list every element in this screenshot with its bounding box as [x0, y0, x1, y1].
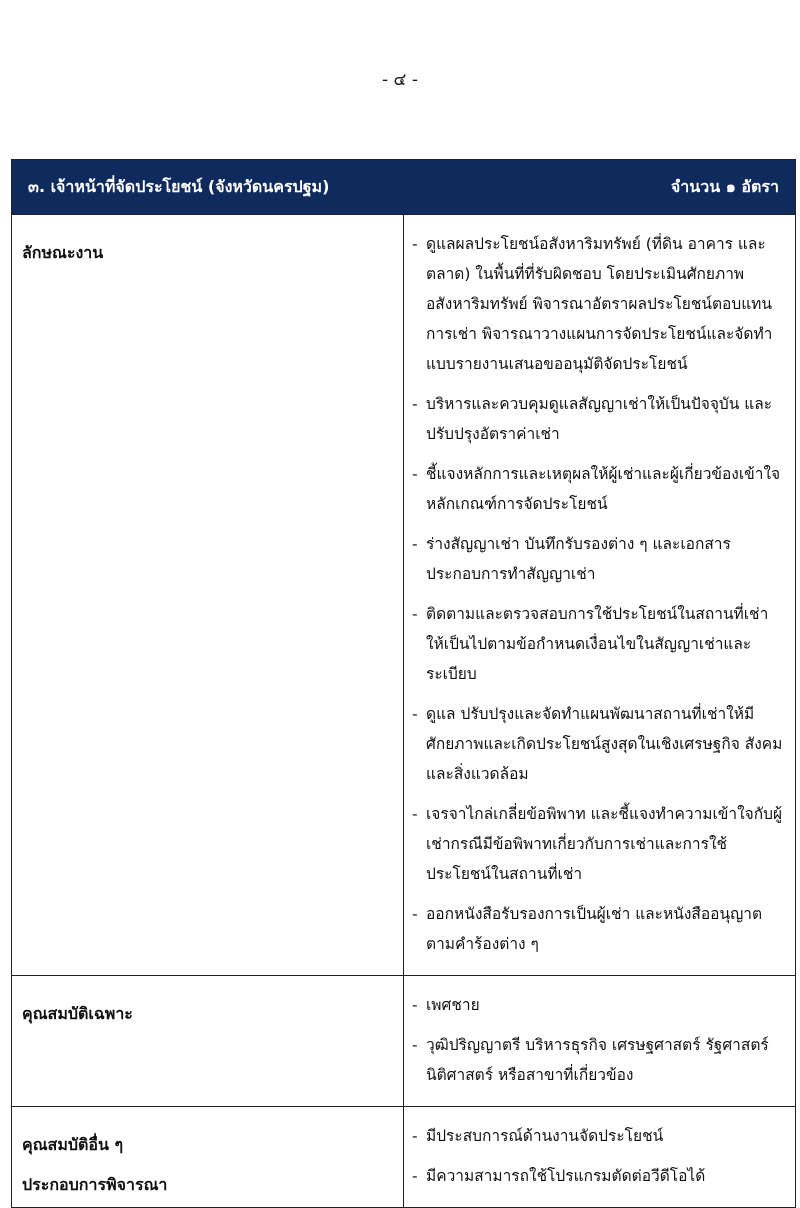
page-number: - ๔ - [382, 70, 418, 90]
list-item: - มีความสามารถใช้โปรแกรมตัดต่อวีดีโอได้ [412, 1167, 706, 1185]
list-item: - ดูแลผลประโยชน์อสังหาริมทรัพย์ (ที่ดิน อาคาร และตลาด) ในพื้นที่ที่รับผิดชอบ โดยประเมินศักยภาพอสังหาริมทรัพย์ พิจารณาอัตราผลประโยชน์ตอบแทนการเช่า พิจารณาวางแผนการจัดประโยชน์และจัดทำแบบรายงานเสนอขออนุมัติจัดประโยชน์ [412, 235, 773, 373]
list-item: - บริหารและควบคุมดูแลสัญญาเช่าให้เป็นปัจจุบัน และปรับปรุงอัตราค่าเช่า [412, 395, 773, 443]
duties-row [12, 215, 796, 976]
specific-qualifications-label [12, 976, 404, 1107]
other-qualifications-label-line1: คุณสมบัติอื่น ๆ [22, 1135, 124, 1154]
job-description-table [11, 159, 796, 1208]
duties-label [12, 215, 404, 976]
list-item: - ร่างสัญญาเช่า บันทึกรับรองต่าง ๆ และเอกสารประกอบการทำสัญญาเช่า [412, 535, 731, 583]
list-item: - ออกหนังสือรับรองการเป็นผู้เช่า และหนังสืออนุญาตตามคำร้องต่าง ๆ [412, 905, 763, 953]
other-qualifications-content [404, 1107, 796, 1208]
position-title: ๓. เจ้าหน้าที่จัดประโยชน์ (จังหวัดนครปฐม) [28, 176, 330, 196]
list-item: - ชี้แจงหลักการและเหตุผลให้ผู้เช่าและผู้เกี่ยวข้องเข้าใจหลักเกณฑ์การจัดประโยชน์ [412, 465, 781, 513]
list-item: - มีประสบการณ์ด้านงานจัดประโยชน์ [412, 1127, 664, 1145]
list-item: - เพศชาย [412, 996, 480, 1014]
list-item: - เจรจาไกล่เกลี่ยข้อพิพาท และชี้แจงทำความเข้าใจกับผู้เช่ากรณีมีข้อพิพาทเกี่ยวกับการเช่าและการใช้ประโยชน์ในสถานที่เช่า [412, 805, 783, 883]
position-quota: จำนวน ๑ อัตรา [670, 176, 779, 196]
list-item: - ดูแล ปรับปรุงและจัดทำแผนพัฒนาสถานที่เช่าให้มีศักยภาพและเกิดประโยชน์สูงสุดในเชิงเศรษฐกิจ สังคม และสิ่งแวดล้อม [412, 705, 783, 783]
position-header-cell [12, 160, 796, 215]
other-qualifications-label [12, 1107, 404, 1208]
list-item: - ติดตามและตรวจสอบการใช้ประโยชน์ในสถานที่เช่าให้เป็นไปตามข้อกำหนดเงื่อนไขในสัญญาเช่าและระเบียบ [412, 605, 769, 683]
specific-qualifications-content [404, 976, 796, 1107]
duties-content [404, 215, 796, 976]
list-item: - วุฒิปริญญาตรี บริหารธุรกิจ เศรษฐศาสตร์ รัฐศาสตร์ นิติศาสตร์ หรือสาขาที่เกี่ยวข้อง [412, 1036, 769, 1084]
specific-qualifications-row [12, 976, 796, 1107]
other-qualifications-row [12, 1107, 796, 1208]
position-header-row [12, 160, 796, 215]
other-qualifications-label-line2: ประกอบการพิจารณา [22, 1175, 168, 1194]
duties-label-text: ลักษณะงาน [22, 243, 104, 262]
specific-qualifications-label-text: คุณสมบัติเฉพาะ [22, 1004, 133, 1023]
